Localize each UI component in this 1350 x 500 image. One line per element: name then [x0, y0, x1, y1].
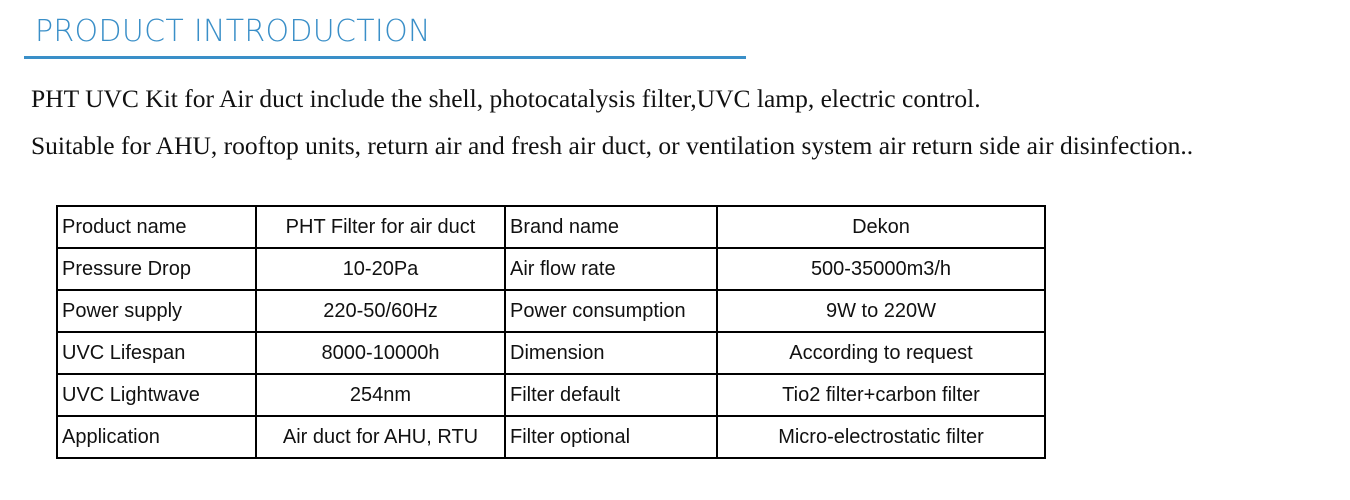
spec-label-cell: Product name — [57, 206, 256, 248]
spec-value-cell: 500-35000m3/h — [717, 248, 1045, 290]
spec-value-cell: 220-50/60Hz — [256, 290, 505, 332]
spec-label-cell: Filter optional — [505, 416, 717, 458]
spec-label-cell: UVC Lifespan — [57, 332, 256, 374]
spec-value-cell: Tio2 filter+carbon filter — [717, 374, 1045, 416]
table-row — [57, 248, 1045, 290]
spec-label-cell: Power consumption — [505, 290, 717, 332]
spec-label-cell: Power supply — [57, 290, 256, 332]
spec-label-cell: UVC Lightwave — [57, 374, 256, 416]
spec-value-cell: Micro-electrostatic filter — [717, 416, 1045, 458]
spec-value-cell: According to request — [717, 332, 1045, 374]
intro-line-2: Suitable for AHU, rooftop units, return air and fresh air duct, or ventilation system air return side air disinfection.. — [31, 131, 1194, 160]
spec-value-cell: PHT Filter for air duct — [256, 206, 505, 248]
intro-line-1: PHT UVC Kit for Air duct include the shell, photocatalysis filter,UVC lamp, electric control. — [31, 84, 981, 113]
spec-value-cell: 10-20Pa — [256, 248, 505, 290]
spec-value-cell: Air duct for AHU, RTU — [256, 416, 505, 458]
spec-label-cell: Air flow rate — [505, 248, 717, 290]
spec-label-cell: Brand name — [505, 206, 717, 248]
spec-value-cell: Dekon — [717, 206, 1045, 248]
table-row — [57, 374, 1045, 416]
spec-table — [56, 205, 1046, 459]
spec-label-cell: Filter default — [505, 374, 717, 416]
title-underline — [24, 56, 746, 59]
table-row — [57, 290, 1045, 332]
table-row — [57, 416, 1045, 458]
spec-label-cell: Pressure Drop — [57, 248, 256, 290]
spec-label-cell: Dimension — [505, 332, 717, 374]
spec-value-cell: 8000-10000h — [256, 332, 505, 374]
section-title: PRODUCT INTRODUCTION — [35, 14, 431, 49]
spec-label-cell: Application — [57, 416, 256, 458]
table-row — [57, 332, 1045, 374]
spec-value-cell: 254nm — [256, 374, 505, 416]
spec-value-cell: 9W to 220W — [717, 290, 1045, 332]
table-row — [57, 206, 1045, 248]
